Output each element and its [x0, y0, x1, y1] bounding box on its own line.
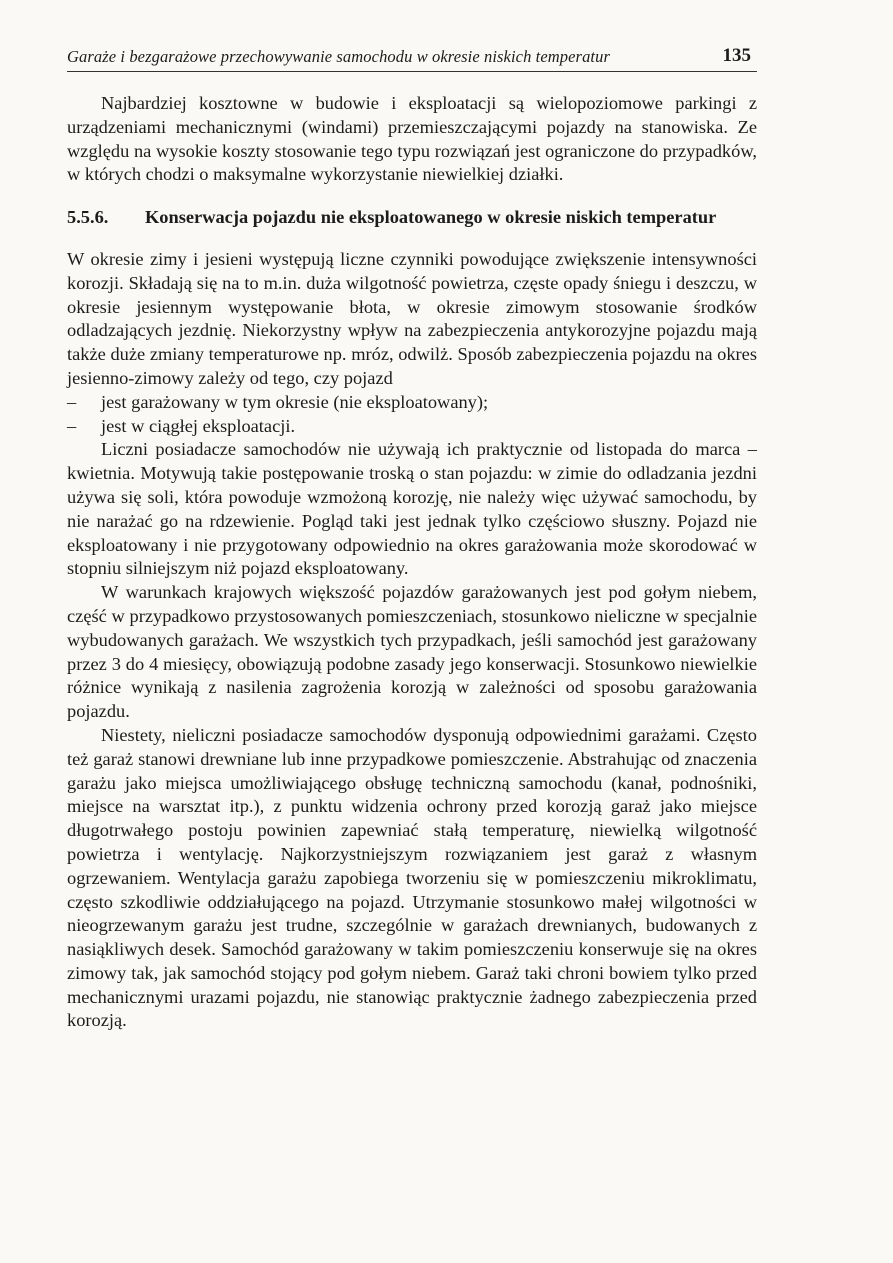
section-heading: [67, 206, 757, 230]
paragraph-1: W okresie zimy i jesieni występują liczne czynniki powodujące zwiększenie intensywności korozji. Składają się na to m.in. duża wilgotność powietrza, częste opady śniegu i deszczu, w okresie jesiennym występowanie błota, w okresie zimowym stosowanie środków odladzających jezdnię. Niekorzystny wpływ na zabezpieczenia antykorozyjne pojazdu mają także duże zmiany temperaturowe np. mróz, odwilż. Sposób zabezpieczenia pojazdu na okres jesienno-zimowy zależy od tego, czy pojazd: [67, 248, 757, 388]
dash-list: [67, 391, 757, 439]
list-item: – jest garażowany w tym okresie (nie eksploatowany);: [67, 391, 757, 415]
paragraph-4: Niestety, nieliczni posiadacze samochodów dysponują odpowiednimi garażami. Często też garaż stanowi drewniane lub inne przypadkowe pomieszczenie. Abstrahując od znaczenia garażu jako miejsca umożliwiającego obsługę techniczną samochodu (kanał, podnośniki, miejsce na warsztat itp.), z punktu widzenia ochrony przed korozją garaż jako miejsce długotrwałego postoju powinien zapewniać stałą temperaturę, niewielką wilgotność powietrza i wentylację. Najkorzystniejszym rozwiązaniem jest garaż z własnym ogrzewaniem. Wentylacja garażu zapobiega tworzeniu się w pomieszczeniu mikroklimatu, często szkodliwie oddziałującego na pojazd. Utrzymanie stosunkowo małej wilgotności w nieogrzewanym garażu jest trudne, szczególnie w garażach drewnianych, budowanych z nasiąkliwych desek. Samochód garażowany w takim pomieszczeniu konserwuje się na okres zimowy tak, jak samochód stojący pod gołym niebem. Garaż taki chroni bowiem tylko przed mechanicznymi urazami pojazdu, nie stanowiąc praktycznie żadnego zabezpieczenia przed korozją.: [67, 724, 757, 1031]
page-number: 135: [722, 45, 751, 66]
intro-paragraph: Najbardziej kosztowne w budowie i eksploatacji są wielopoziomowe parkingi z urządzeniami mechanicznymi (windami) przemieszczającymi pojazdy na stanowiska. Ze względu na wysokie koszty stosowanie tego typu rozwiązań jest ograniczone do przypadków, w których chodzi o maksymalne wykorzystanie niewielkiej działki.: [67, 93, 757, 185]
body-text: [67, 92, 757, 1033]
section-number: 5.5.6.: [67, 207, 109, 228]
running-title: Garaże i bezgarażowe przechowywanie samochodu w okresie niskich temperatur: [67, 47, 610, 66]
running-header: [67, 45, 757, 72]
paragraph-2: Liczni posiadacze samochodów nie używają ich praktycznie od listopada do marca – kwietnia. Motywują takie postępowanie troską o stan pojazdu: w zimie do odladzania jezdni używa się soli, która powoduje wzmożoną korozję, nie należy więc używać samochodu, by nie narażać go na rdzewienie. Pogląd taki jest jednak tylko częściowo słuszny. Pojazd nie eksploatowany i nie przygotowany odpowiednio na okres garażowania może skorodować w stopniu silniejszym niż pojazd eksploatowany.: [67, 439, 757, 579]
section-title: Konserwacja pojazdu nie eksploatowanego w okresie niskich temperatur: [145, 207, 717, 228]
list-item: – jest w ciągłej eksploatacji.: [67, 415, 757, 439]
paragraph-3: W warunkach krajowych większość pojazdów garażowanych jest pod gołym niebem, część w przypadkowo przystosowanych pomieszczeniach, stosunkowo nieliczne w specjalnie wybudowanych garażach. We wszystkich tych przypadkach, jeśli samochód jest garażowany przez 3 do 4 miesięcy, obowiązują podobne zasady jego konserwacji. Stosunkowo niewielkie różnice wynikają z nasilenia zagrożenia korozją w zależności od sposobu garażowania pojazdu.: [67, 582, 757, 722]
